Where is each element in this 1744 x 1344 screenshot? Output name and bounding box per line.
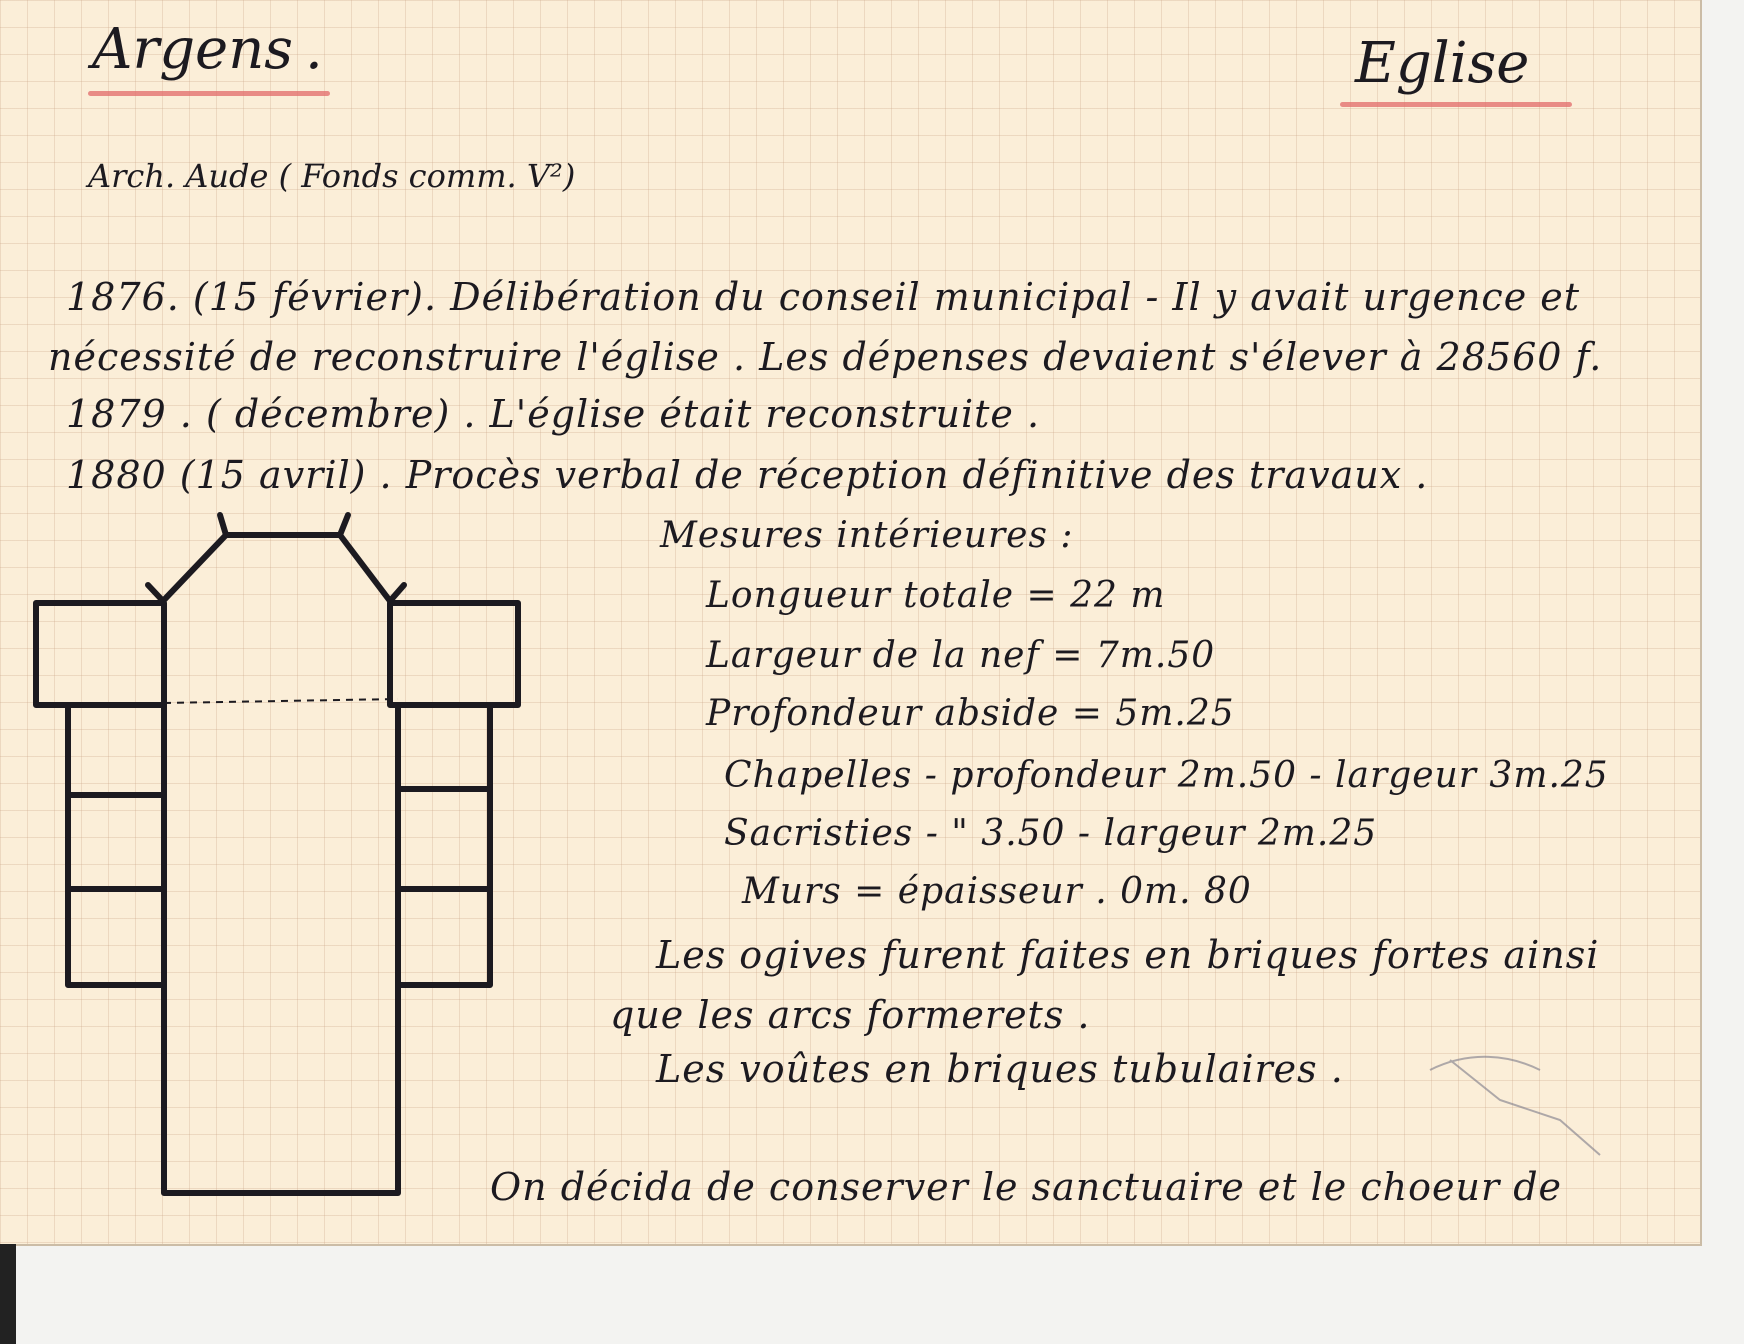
place-title-underline [88,91,330,96]
plan-nave [164,705,398,1193]
subject-title: Eglise [1355,31,1530,96]
note-line: Les voûtes en briques tubulaires . [656,1047,1344,1091]
measure-row: Largeur de la nef = 7m.50 [706,635,1216,676]
plan-chapel-right [390,603,518,705]
history-line: nécessité de reconstruire l'église . Les dépenses devaient s'élever à 28560 f. [48,335,1603,379]
measure-row: Sacristies - " 3.50 - largeur 2m.25 [724,813,1378,854]
place-name: Argens [92,17,294,82]
history-line: 1876. (15 février). Délibération du conseil municipal - Il y avait urgence et [66,275,1581,319]
measure-row: Chapelles - profondeur 2m.50 - largeur 3m.25 [724,755,1609,796]
place-title-dot: . [305,17,323,82]
plan-buttress [390,585,404,601]
plan-side-right [398,705,490,985]
history-line: 1879 . ( décembre) . L'église était reconstruite . [66,392,1041,436]
scanner-edge [0,1244,16,1344]
church-floor-plan [30,505,550,1205]
note-line: Les ogives furent faites en briques fortes ainsi [656,933,1600,977]
archive-source: Arch. Aude ( Fonds comm. V²) [88,157,576,195]
plan-chapel-left [36,603,164,705]
pencil-mark [1420,1030,1620,1160]
measure-row: Profondeur abside = 5m.25 [706,693,1235,734]
plan-buttress [148,585,163,601]
plan-side-left [68,705,164,985]
plan-apse [163,535,390,601]
closing-line: On décida de conserver le sanctuaire et le choeur de [490,1165,1563,1209]
plan-buttress [340,515,348,535]
plan-dashed-line [164,699,398,703]
note-line: que les arcs formerets . [610,993,1091,1037]
measure-row: Murs = épaisseur . 0m. 80 [742,871,1252,912]
subject-title-underline [1340,102,1572,107]
history-line: 1880 (15 avril) . Procès verbal de réception définitive des travaux . [66,453,1429,497]
place-title [92,17,323,82]
plan-buttress [220,515,226,535]
measures-heading: Mesures intérieures : [660,515,1074,556]
measure-row: Longueur totale = 22 m [706,575,1166,616]
